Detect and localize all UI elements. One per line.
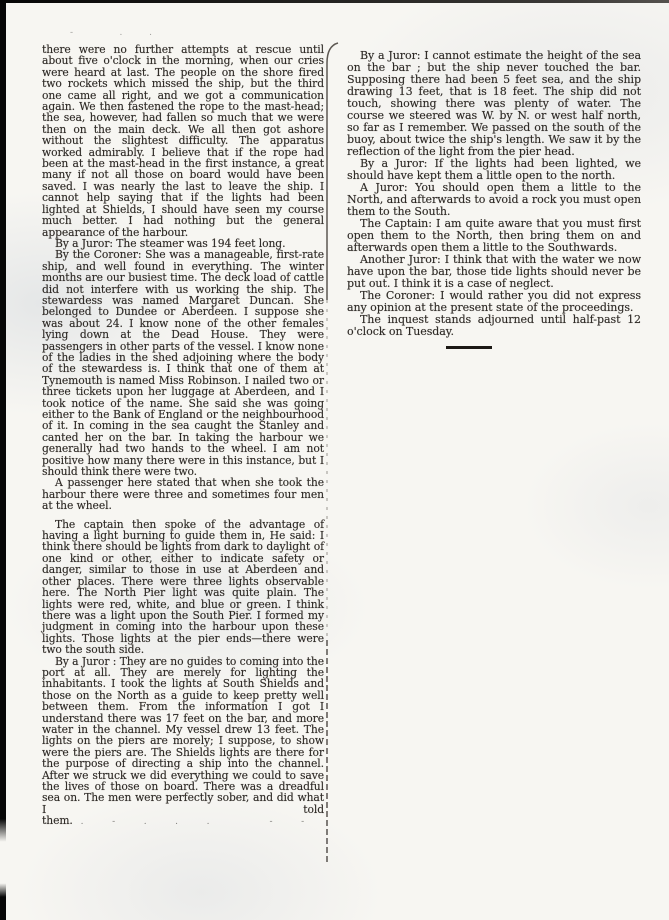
right-column [347, 50, 641, 349]
paragraph: By a Juror: If the lights had been lighted, we should have kept them a little open to the north. [347, 157, 641, 182]
left-column [42, 44, 324, 829]
paragraph: A passenger here stated that when she took the harbour there were three and sometimes four men at the wheel. [42, 476, 324, 513]
paragraph: By the Coroner: She was a manageable, first-rate ship, and well found in everything. The winter months are our busiest time. The deck load of cattle did not interfere with us working the ship. The stewardess was named Margaret Duncan. She belonged to Dundee or Aberdeen. I suppose she was about 24. I know none of the other females lying down at the Dead House. They were passengers in other parts of the vessel. I know none of the ladies in the shed adjoining where the body of the stewardess is. I think that one of them at Tynemouth is named Miss Robinson. I nailed two or three tickets upon her luggage at Aberdeen, and I took notice of the name. She said she was going either to the Bank of England or the neighbourhood of it. In coming in the sea caught the Stanley and canted her on the bar. In taking the harbour we generally had two hands to the wheel. I am not positive how many there were in this instance, but I should think there were two. [42, 248, 324, 479]
paragraph: The inquest stands adjourned until half-past 12 o'clock on Tuesday. [347, 313, 641, 338]
closing-rule [446, 346, 492, 349]
paragraph: A Juror: You should open them a little to the North, and afterwards to avoid a rock you must open them to the South. [347, 181, 641, 218]
paragraph: there were no further attempts at rescue until about five o'clock in the morning, when our cries were heard at last. The people on the shore fired two rockets which missed the ship, but the third one came all right, and we got a communication again. We then fastened the rope to the mast-head; the sea, however, had fallen so much that we were then on the main deck. We all then got ashore without the slightest difficulty. The apparatus worked admirably. I believe that if the rope had been at the mast-head in the first instance, a great many if not all those on board would have been saved. I was nearly the last to leave the ship. I cannot help saying that if the lights had been lighted at Shields, I should have seen my course much better. I had nothing but the general appearance of the harbour. [42, 43, 324, 239]
pencil-smudge: - . . [70, 28, 159, 38]
paragraph: By a Juror: I cannot estimate the height of the sea on the bar ; but the ship never touched the bar. Supposing there had been 5 feet sea, and the ship drawing 13 feet, that is 18 feet. The ship did not touch, showing there was plenty of water. The course we steered was W. by N. or west half north, so far as I remember. We passed on the south of the buoy, about twice the ship's length. We saw it by the reflection of the light from the pier head. [347, 49, 641, 158]
scan-border-left [0, 0, 6, 920]
paragraph: By a Juror: The steamer was 194 feet long. [55, 236, 286, 250]
paragraph: The captain then spoke of the advantage of having a light burning to guide them in, He said: I think there should be lights from dark to daylight of one kind or other, either to indicate safety or danger, similar to those in use at Aberdeen and other places. There were three lights observable here. The North Pier light was quite plain. The lights were red, white, and blue or green. I think there was a light upon the South Pier. I formed my judgment in coming into the harbour upon these lights. Those lights at the pier ends—there were two the south side. [42, 517, 324, 657]
paragraph: Another Juror: I think that with the water we now have upon the bar, those tide lights should never be put out. I think it is a case of neglect. [347, 253, 641, 290]
paragraph: The Coroner: I would rather you did not express any opinion at the present state of the proceedings. [347, 289, 641, 314]
faded-dots: . - . . . - - [72, 817, 310, 828]
paragraph: By a Juror : They are no guides to coming into the port at all. They are merely for lighting the inhabitants. I took the lights at South Shields and those on the North as a guide to keep pretty well between them. From the information I got I understand there was 17 feet on the bar, and more water in the channel. My vessel drew 13 feet. The lights on the piers are morely; I suppose, to show were the piers are. The Shields lights are there for the purpose of directing a ship into the channel. After we struck we did everything we could to save the lives of those on board. There was a dreadful sea on. The men were perfectly sober, and did what I told them. . - . . . - - [42, 654, 324, 828]
paragraph: The Captain: I am quite aware that you must first open them to the North, then bring them on and afterwards open them a little to the Southwards. [347, 217, 641, 254]
